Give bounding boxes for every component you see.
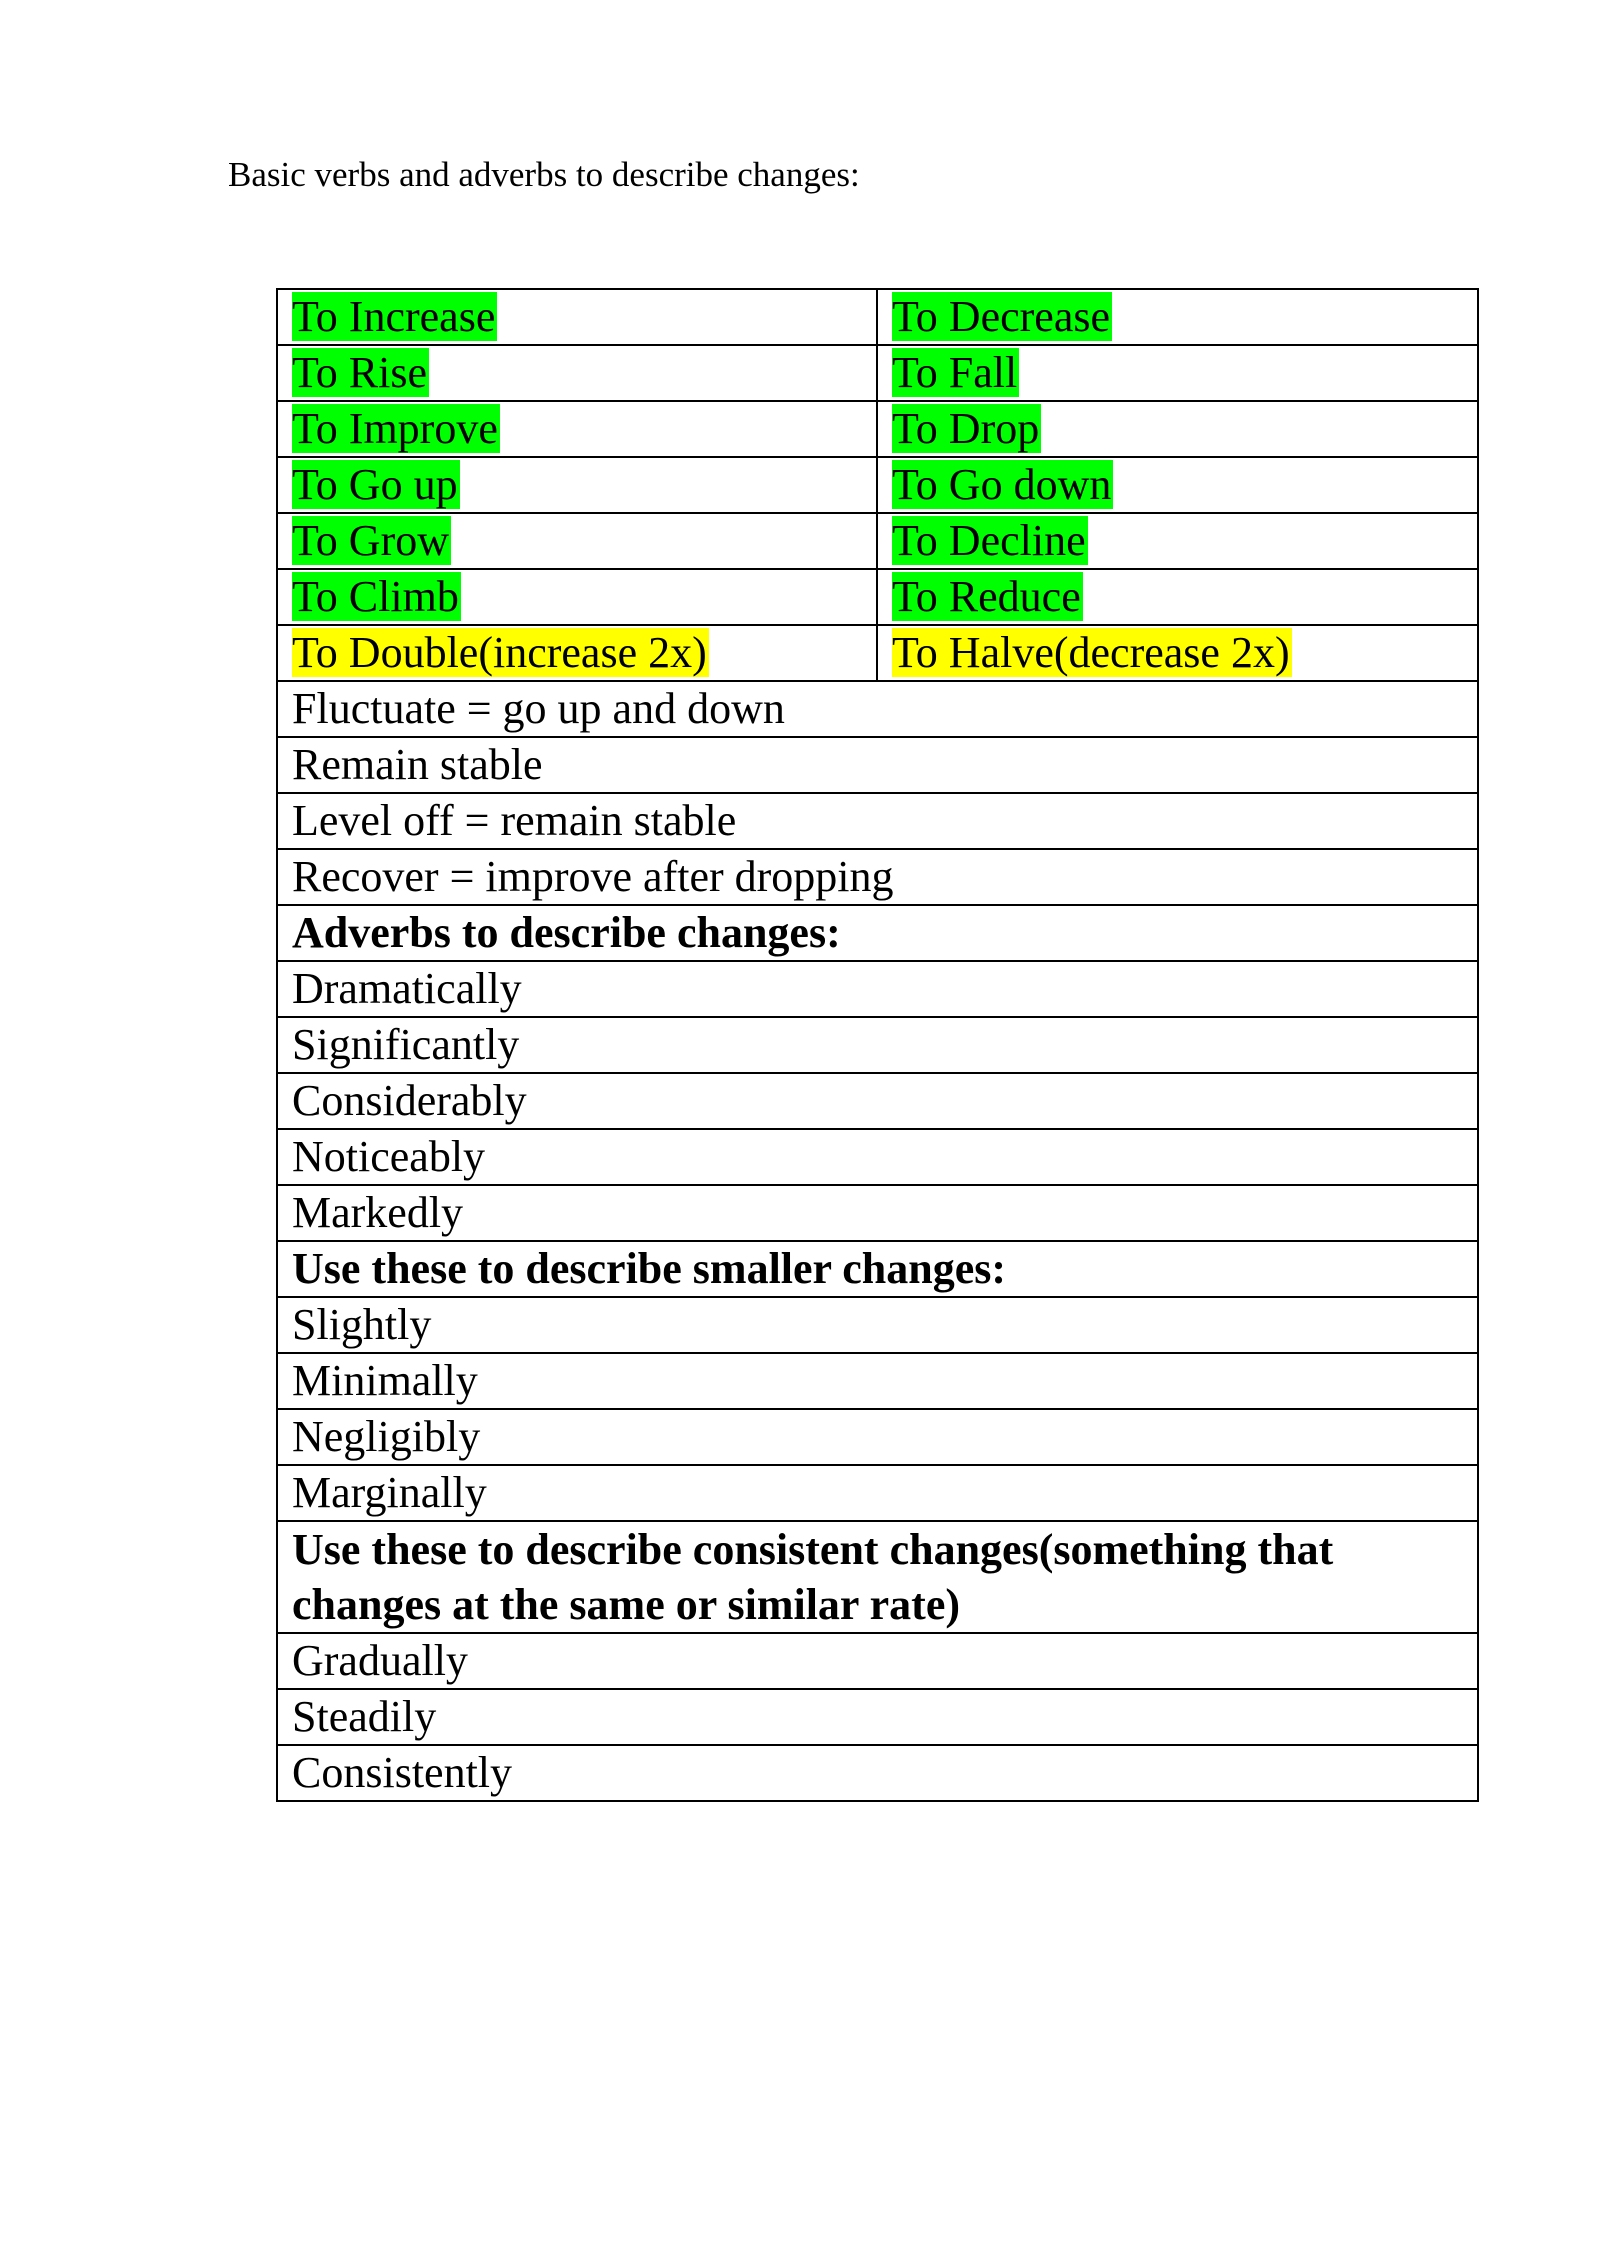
section-heading-cell: [277, 1241, 1478, 1297]
term-row: [277, 961, 1478, 1017]
section-heading-cell: [277, 905, 1478, 961]
term-text: Significantly: [292, 1020, 520, 1069]
increase-verb: To Go up: [292, 460, 458, 509]
section-heading-row: [277, 1241, 1478, 1297]
decrease-verb-cell: [877, 401, 1478, 457]
increase-verb: To Improve: [292, 404, 498, 453]
decrease-verb: To Decrease: [892, 292, 1111, 341]
decrease-verb-cell: [877, 457, 1478, 513]
term-text: Recover = improve after dropping: [292, 852, 894, 901]
term-row: [277, 1129, 1478, 1185]
term-cell: [277, 1129, 1478, 1185]
term-row: [277, 1073, 1478, 1129]
page-heading: Basic verbs and adverbs to describe changes:: [228, 155, 860, 194]
increase-verb: To Rise: [292, 348, 428, 397]
term-cell: [277, 1633, 1478, 1689]
term-cell: [277, 849, 1478, 905]
term-text: Considerably: [292, 1076, 527, 1125]
term-text: Dramatically: [292, 964, 522, 1013]
term-row: [277, 1353, 1478, 1409]
term-cell: [277, 1689, 1478, 1745]
term-text: Fluctuate = go up and down: [292, 684, 785, 733]
term-cell: [277, 737, 1478, 793]
term-cell: [277, 1297, 1478, 1353]
decrease-verb-cell: [877, 513, 1478, 569]
vocabulary-table: [276, 288, 1479, 1802]
decrease-verb-cell: [877, 345, 1478, 401]
verb-pair-row: [277, 569, 1478, 625]
increase-verb-cell: [277, 289, 877, 345]
section-heading: Use these to describe smaller changes:: [292, 1244, 1007, 1293]
term-cell: [277, 1409, 1478, 1465]
verb-pair-row: [277, 457, 1478, 513]
section-heading-row: [277, 905, 1478, 961]
term-text: Remain stable: [292, 740, 543, 789]
term-cell: [277, 681, 1478, 737]
term-row: [277, 1633, 1478, 1689]
term-cell: [277, 961, 1478, 1017]
term-row: [277, 793, 1478, 849]
term-text: Minimally: [292, 1356, 478, 1405]
increase-verb-cell: [277, 345, 877, 401]
decrease-verb-cell: [877, 289, 1478, 345]
verb-pair-row: [277, 513, 1478, 569]
verb-pair-row: [277, 345, 1478, 401]
verb-pair-row: [277, 401, 1478, 457]
section-heading-cell: [277, 1521, 1478, 1633]
term-row: [277, 1017, 1478, 1073]
vocabulary-table-body: [277, 289, 1478, 1801]
decrease-verb: To Drop: [892, 404, 1040, 453]
term-cell: [277, 1353, 1478, 1409]
verb-pair-row: [277, 289, 1478, 345]
decrease-verb: To Decline: [892, 516, 1086, 565]
section-heading-row: [277, 1521, 1478, 1633]
increase-verb-cell: [277, 457, 877, 513]
verb-pair-row: [277, 625, 1478, 681]
term-text: Negligibly: [292, 1412, 481, 1461]
decrease-verb: To Fall: [892, 348, 1018, 397]
term-row: [277, 737, 1478, 793]
term-row: [277, 1297, 1478, 1353]
increase-verb-cell: [277, 569, 877, 625]
decrease-verb-cell: [877, 569, 1478, 625]
term-row: [277, 849, 1478, 905]
term-text: Slightly: [292, 1300, 432, 1349]
term-row: [277, 1409, 1478, 1465]
term-text: Steadily: [292, 1692, 437, 1741]
term-cell: [277, 1185, 1478, 1241]
term-cell: [277, 1073, 1478, 1129]
decrease-verb-cell: [877, 625, 1478, 681]
term-text: Consistently: [292, 1748, 513, 1797]
increase-verb: To Increase: [292, 292, 496, 341]
term-text: Level off = remain stable: [292, 796, 737, 845]
increase-verb: To Grow: [292, 516, 450, 565]
term-row: [277, 1185, 1478, 1241]
term-cell: [277, 1745, 1478, 1801]
term-text: Gradually: [292, 1636, 468, 1685]
term-text: Markedly: [292, 1188, 464, 1237]
term-row: [277, 1465, 1478, 1521]
decrease-verb: To Halve(decrease 2x): [892, 628, 1290, 677]
increase-verb: To Climb: [292, 572, 459, 621]
section-heading: Adverbs to describe changes:: [292, 908, 841, 957]
term-text: Noticeably: [292, 1132, 486, 1181]
increase-verb: To Double(increase 2x): [292, 628, 707, 677]
term-text: Marginally: [292, 1468, 487, 1517]
term-row: [277, 681, 1478, 737]
section-heading: Use these to describe consistent changes(something that changes at the same or similar rate): [292, 1525, 1334, 1629]
increase-verb-cell: [277, 625, 877, 681]
increase-verb-cell: [277, 513, 877, 569]
term-row: [277, 1745, 1478, 1801]
term-cell: [277, 793, 1478, 849]
increase-verb-cell: [277, 401, 877, 457]
term-row: [277, 1689, 1478, 1745]
term-cell: [277, 1465, 1478, 1521]
term-cell: [277, 1017, 1478, 1073]
decrease-verb: To Reduce: [892, 572, 1081, 621]
decrease-verb: To Go down: [892, 460, 1112, 509]
